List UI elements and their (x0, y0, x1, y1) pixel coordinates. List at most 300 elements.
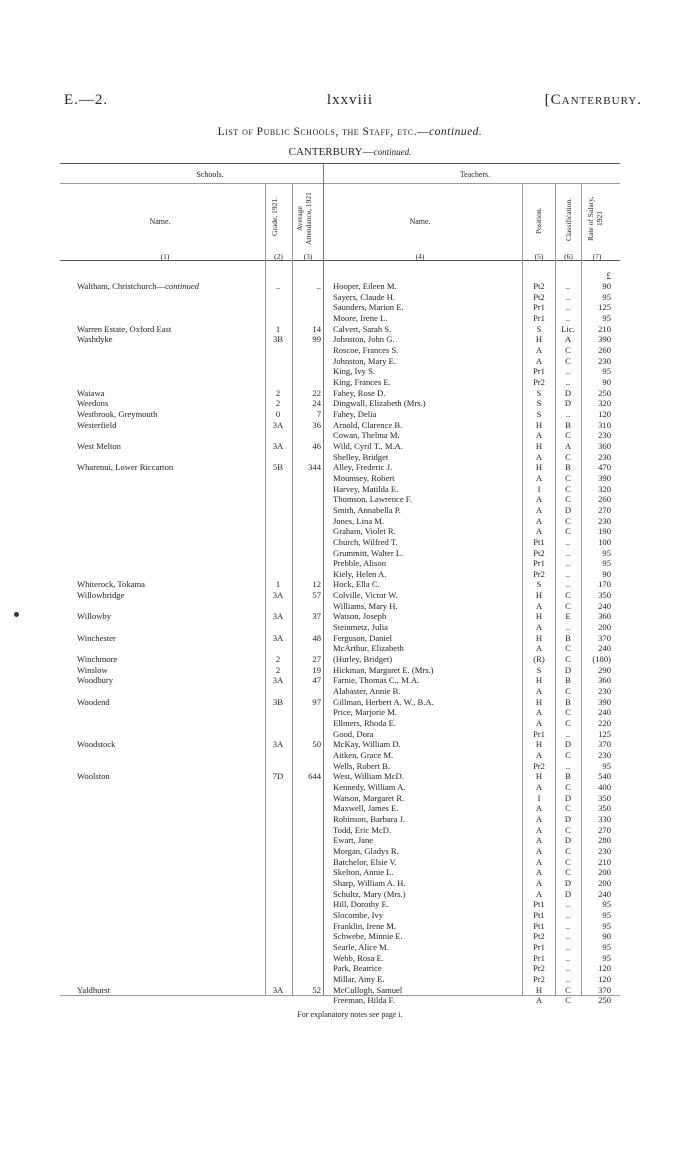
position-cell: A (535, 877, 543, 888)
salary-cell: 95 (602, 909, 611, 920)
grade-cell: 3A (272, 440, 284, 451)
classification-cell: C (565, 430, 571, 441)
school-name-header: Name. (149, 217, 171, 226)
school-name (77, 590, 124, 601)
page-code: E.—2. (64, 92, 109, 108)
position-cell: Pt1 (533, 920, 545, 931)
page-title (0, 126, 700, 138)
position-cell: H (535, 611, 543, 622)
teacher-name: Smith, Annabella P. (333, 504, 401, 515)
school-continued: continued (165, 281, 199, 291)
classification-cell: C (565, 483, 571, 494)
salary-cell: 400 (598, 782, 611, 793)
position-cell: A (535, 867, 543, 878)
position-cell: Pr1 (533, 366, 545, 377)
table-row (0, 388, 700, 399)
teacher-name: Robinson, Barbara J. (333, 814, 406, 824)
classification-cell: A (564, 334, 572, 345)
table-row (0, 398, 700, 409)
position-cell: (R) (533, 654, 545, 665)
school-name (77, 665, 108, 676)
table-row (0, 985, 700, 996)
position-cell: Pt2 (533, 281, 545, 291)
classification-cell: C (565, 590, 571, 601)
classification-cell: .. (565, 973, 571, 984)
position-cell: Pr2 (533, 376, 545, 387)
position-cell: H (535, 984, 543, 995)
classification-cell: D (564, 814, 572, 824)
position-cell: H (535, 462, 543, 473)
salary-cell: 90 (602, 281, 611, 291)
classification-cell: C (565, 718, 571, 729)
attendance-cell: 12 (312, 579, 321, 590)
teacher-name: Todd, Eric McD. (333, 824, 392, 835)
school-name (77, 739, 115, 750)
teacher-name: Sayers, Claude H. (333, 291, 396, 302)
teacher-name: King, Ivy S. (333, 366, 376, 377)
classification-cell: C (565, 526, 571, 537)
salary-cell: 270 (598, 824, 611, 835)
grade-cell: 2 (275, 387, 281, 398)
teacher-name: Gillman, Herbert A. W., B.A. (333, 696, 434, 707)
teacher-name-header: Name. (409, 217, 431, 226)
table-row (0, 356, 700, 367)
grade-cell: 3A (272, 632, 284, 643)
salary-cell: 370 (598, 739, 611, 750)
teacher-name: Morgan, Gladys R. (333, 845, 399, 856)
school-name-text: Westbrook, Greymouth (77, 408, 158, 419)
table-row (0, 430, 700, 441)
position-cell: A (535, 622, 543, 633)
col-num-1: (1) (160, 252, 170, 261)
position-cell: I (537, 792, 541, 803)
classification-cell: .. (565, 558, 571, 569)
position-cell: H (535, 739, 543, 750)
table-row (0, 281, 700, 292)
teacher-name: Arnold, Clarence B. (333, 419, 403, 430)
classification-cell: .. (565, 302, 571, 313)
grade-cell: 3A (272, 590, 284, 601)
attendance-cell: 344 (308, 462, 321, 473)
school-name (77, 462, 173, 473)
teacher-name: Wells, Robert B. (333, 760, 391, 771)
teacher-name: Price, Marjorie M. (333, 707, 397, 718)
attendance-cell: 46 (312, 440, 321, 451)
salary-cell: 310 (598, 419, 611, 430)
classification-cell: C (565, 654, 571, 665)
position-cell: A (535, 782, 543, 793)
salary-cell: 210 (598, 856, 611, 867)
position-cell: A (535, 856, 543, 867)
salary-cell: 360 (598, 440, 611, 451)
table-row (0, 921, 700, 932)
table-row (0, 825, 700, 836)
classification-cell: C (565, 600, 571, 611)
table-row (0, 771, 700, 782)
salary-cell: 190 (598, 526, 611, 537)
salary-cell: 390 (598, 334, 611, 345)
table-row (0, 729, 700, 740)
teacher-name: Ewart, Jane (333, 835, 374, 846)
attendance-cell: 644 (308, 771, 321, 782)
title-continued: continued. (429, 126, 483, 138)
classification-cell: .. (565, 622, 571, 633)
classification-cell: .. (565, 579, 571, 590)
position-cell: A (535, 472, 543, 483)
attendance-cell: 19 (312, 664, 321, 675)
teacher-name: Schwebe, Minnie E. (333, 931, 403, 942)
school-name-text: Whiterock, Tokama (77, 579, 145, 590)
table-row (0, 441, 700, 452)
col-num-6: (6) (564, 252, 573, 261)
salary-cell: 240 (598, 888, 611, 899)
table-row (0, 334, 700, 345)
position-cell: H (535, 440, 543, 451)
school-name-text: Winchmore (77, 654, 118, 665)
teacher-name: Good, Dora (333, 728, 374, 739)
salary-cell: 260 (598, 344, 611, 355)
table-row (0, 579, 700, 590)
classification-cell: E (565, 611, 571, 622)
salary-cell: 230 (598, 686, 611, 697)
position-cell: Pr1 (533, 312, 545, 323)
school-name-text: Woodbury (77, 675, 114, 686)
teacher-name: Schultz, Mary (Mrs.) (333, 888, 406, 899)
salary-cell: 320 (598, 483, 611, 494)
position-cell: Pt2 (533, 291, 545, 302)
col-num-3: (3) (303, 252, 313, 261)
salary-cell: 95 (602, 558, 611, 569)
table-row (0, 484, 700, 495)
position-cell: S (536, 387, 542, 398)
position-cell: Pt1 (533, 536, 545, 547)
salary-cell: 360 (598, 675, 611, 686)
teacher-name: Johnston, Mary E. (333, 355, 397, 366)
classification-cell: B (565, 675, 571, 686)
classification-cell: C (565, 643, 571, 654)
school-name-text: West Melton (77, 440, 121, 451)
salary-cell: 250 (598, 387, 611, 398)
title-main: List of Public Schools, the Staff, etc.— (217, 126, 430, 138)
school-name-text: Winchester (77, 632, 116, 643)
school-name (77, 633, 116, 644)
salary-cell: 100 (598, 536, 611, 547)
salary-cell: 120 (598, 963, 611, 974)
classification-cell: D (564, 387, 572, 398)
table-row (0, 814, 700, 825)
classification-cell: .. (565, 728, 571, 739)
classification-cell: C (565, 494, 571, 505)
salary-cell: 200 (598, 622, 611, 633)
school-name-text: Woodend (77, 696, 110, 707)
table-row (0, 601, 700, 612)
school-name-text: Westerfield (77, 419, 117, 430)
classification-cell: .. (565, 281, 571, 291)
table-row (0, 782, 700, 793)
position-cell: H (535, 696, 543, 707)
position-cell: Pr2 (533, 568, 545, 579)
teacher-name: Alley, Frederic J. (333, 462, 393, 473)
teacher-name: Hooper, Eileen M. (333, 281, 397, 291)
classification-cell: D (564, 877, 572, 888)
table-row (0, 324, 700, 335)
grade-cell: 3B (272, 696, 284, 707)
classification-cell: .. (565, 291, 571, 302)
position-cell: Pr2 (533, 760, 545, 771)
table-row (0, 569, 700, 580)
salary-cell: 390 (598, 472, 611, 483)
salary-cell: 95 (602, 952, 611, 963)
grade-cell: 3A (272, 675, 284, 686)
district-continued: continued. (373, 147, 412, 157)
salary-cell: 250 (598, 995, 611, 1006)
salary-cell: 240 (598, 643, 611, 654)
salary-cell: 95 (602, 312, 611, 323)
grade-cell: 1 (275, 579, 281, 590)
classification-cell: C (565, 803, 571, 814)
classification-cell: C (565, 355, 571, 366)
classification-cell: D (564, 398, 572, 409)
school-name-text: Warren Estate, Oxford East (77, 323, 172, 334)
grade-cell: 1 (275, 323, 281, 334)
salary-cell: 90 (602, 376, 611, 387)
salary-cell: 390 (598, 696, 611, 707)
position-cell: A (535, 504, 543, 515)
position-cell: A (535, 600, 543, 611)
classification-cell: D (564, 504, 572, 515)
salary-cell: 90 (602, 931, 611, 942)
classification-cell: .. (565, 963, 571, 974)
table-row (0, 686, 700, 697)
position-cell: Pr1 (533, 952, 545, 963)
grade-cell: 5B (272, 462, 284, 473)
salary-cell: 350 (598, 590, 611, 601)
table-row (0, 548, 700, 559)
salary-cell: 230 (598, 845, 611, 856)
teacher-name: Hock, Ella C. (333, 579, 380, 590)
table-row (0, 750, 700, 761)
table-row (0, 313, 700, 324)
salary-cell: 270 (598, 504, 611, 515)
teacher-name: Williams, Mary H. (333, 600, 398, 611)
classification-cell: .. (565, 366, 571, 377)
classification-cell: B (565, 462, 571, 473)
attendance-cell: 52 (312, 984, 321, 995)
table-row (0, 878, 700, 889)
salary-cell: 290 (598, 664, 611, 675)
classification-cell: D (564, 888, 572, 899)
grade-cell: 2 (275, 654, 281, 665)
position-cell: H (535, 675, 543, 686)
position-cell: Pt1 (533, 899, 545, 910)
salary-cell: 95 (602, 291, 611, 302)
teacher-name: Jones, Lina M. (333, 515, 385, 526)
classification-cell: B (565, 771, 571, 782)
salary-cell: 320 (598, 398, 611, 409)
school-name-text: Yaldhurst (77, 984, 111, 995)
teacher-name: Sharp, William A. H. (333, 877, 406, 888)
classification-cell: .. (565, 376, 571, 387)
teacher-name: Skelton, Annie L. (333, 867, 394, 878)
table-row (0, 846, 700, 857)
attendance-cell: 97 (312, 696, 321, 707)
school-name (77, 324, 171, 335)
teacher-name: Thomson, Lawrence F. (333, 494, 413, 505)
salary-cell: 230 (598, 451, 611, 462)
col-num-5: (5) (534, 252, 544, 261)
position-cell: Pr1 (533, 302, 545, 313)
school-name (77, 654, 117, 665)
school-name (77, 409, 157, 420)
salary-cell: 95 (602, 920, 611, 931)
teacher-name: Moumsey, Robert (333, 472, 395, 483)
salary-cell: 350 (598, 803, 611, 814)
classification-cell: C (565, 984, 571, 995)
table-row (0, 366, 700, 377)
teacher-name: Millar, Amy E. (333, 973, 385, 984)
table-row (0, 889, 700, 900)
school-name (77, 334, 113, 345)
classification-cell: C (565, 515, 571, 526)
attendance-cell: 47 (312, 675, 321, 686)
classification-cell: Lic. (561, 323, 575, 334)
table-row (0, 302, 700, 313)
position-cell: Pr1 (533, 728, 545, 739)
school-name (77, 985, 110, 996)
salary-cell: 120 (598, 408, 611, 419)
teacher-name: Hickman, Margaret E. (Mrs.) (333, 664, 434, 675)
section-label: [Canterbury. (544, 92, 642, 108)
position-cell: A (535, 643, 543, 654)
school-name-text: Winslow (77, 664, 108, 675)
school-name (77, 579, 145, 590)
salary-cell: 200 (598, 867, 611, 878)
salary-header: Rate of Salary, 1921 (586, 196, 604, 242)
salary-cell: 360 (598, 611, 611, 622)
salary-cell: 95 (602, 547, 611, 558)
grade-cell: 3A (272, 419, 284, 430)
classification-cell: .. (565, 312, 571, 323)
position-cell: A (535, 344, 543, 355)
classification-cell: A (564, 440, 572, 451)
school-name-text: Wharenui, Lower Riccarton (77, 462, 174, 473)
teacher-name: Kennedy, William A. (333, 782, 406, 793)
classification-cell: D (564, 835, 572, 846)
attendance-cell: 27 (312, 654, 321, 665)
teacher-name: Aitken, Grace M. (333, 750, 394, 761)
table-row (0, 633, 700, 644)
table-row (0, 462, 700, 473)
attendance-cell: 57 (312, 590, 321, 601)
teacher-name: Saunders, Marion E. (333, 302, 404, 313)
position-cell: H (535, 632, 543, 643)
table-row (0, 857, 700, 868)
classification-cell: C (565, 750, 571, 761)
table-row (0, 995, 700, 1006)
grade-cell: 0 (275, 408, 281, 419)
school-name (77, 697, 110, 708)
teacher-name: King, Frances E. (333, 376, 391, 387)
position-cell: Pr1 (533, 941, 545, 952)
teacher-name: McCullogh, Samuel (333, 984, 403, 995)
salary-cell: 330 (598, 814, 611, 824)
classification-cell: B (565, 632, 571, 643)
teacher-name: Kiely, Helen A. (333, 568, 387, 579)
salary-cell: 470 (598, 462, 611, 473)
school-name (77, 771, 110, 782)
salary-cell: 90 (602, 568, 611, 579)
position-cell: A (535, 451, 543, 462)
col-num-7: (7) (592, 252, 602, 261)
teacher-name: McArthur, Elizabeth (333, 643, 404, 654)
school-name (77, 420, 116, 431)
school-name (77, 441, 121, 452)
position-cell: Pt2 (533, 547, 545, 558)
table-row (0, 505, 700, 516)
salary-cell: 95 (602, 941, 611, 952)
teacher-name: Ellmers, Rhoda E. (333, 718, 397, 729)
table-row (0, 537, 700, 548)
col-num-4: (4) (415, 252, 425, 261)
position-cell: H (535, 419, 543, 430)
table-row (0, 292, 700, 303)
table-row (0, 409, 700, 420)
table-row (0, 931, 700, 942)
position-cell: A (535, 824, 543, 835)
grade-cell: 3A (272, 739, 284, 750)
position-cell: S (536, 408, 542, 419)
salary-cell: 280 (598, 835, 611, 846)
grade-header: Grade, 1921. (270, 197, 279, 237)
table-row (0, 622, 700, 633)
table-row (0, 974, 700, 985)
classification-cell: C (565, 686, 571, 697)
teacher-name: Hill, Dorothy E. (333, 899, 389, 910)
position-cell: H (535, 334, 543, 345)
teacher-name: Johnston, John G. (333, 334, 395, 345)
attendance-cell: .. (316, 281, 321, 291)
salary-cell: 200 (598, 877, 611, 888)
classification-cell: D (564, 664, 572, 675)
salary-cell: 240 (598, 707, 611, 718)
position-cell: H (535, 590, 543, 601)
table-row (0, 558, 700, 569)
attendance-cell: 48 (312, 632, 321, 643)
teacher-name: Batchelor, Elsie V. (333, 856, 397, 867)
school-name (77, 611, 111, 622)
grade-cell: .. (275, 281, 281, 291)
table-row (0, 910, 700, 921)
position-cell: A (535, 803, 543, 814)
school-name (77, 675, 113, 686)
position-cell: A (535, 750, 543, 761)
position-cell: Pr2 (533, 973, 545, 984)
teacher-name: Church, Wilfred T. (333, 536, 398, 547)
table-row (0, 473, 700, 484)
table-row (0, 793, 700, 804)
col-num-2: (2) (274, 252, 283, 261)
position-cell: S (536, 323, 542, 334)
teacher-name: Webb, Rosa E. (333, 952, 384, 963)
school-name-text: Waiawa (77, 387, 105, 398)
district-name: CANTERBURY— (288, 146, 374, 158)
attendance-cell: 22 (312, 387, 321, 398)
school-name-text: Willowbridge (77, 590, 125, 601)
classification-cell: .. (565, 568, 571, 579)
position-cell: Pr1 (533, 558, 545, 569)
group-rule (60, 183, 620, 184)
position-cell: Pr2 (533, 963, 545, 974)
